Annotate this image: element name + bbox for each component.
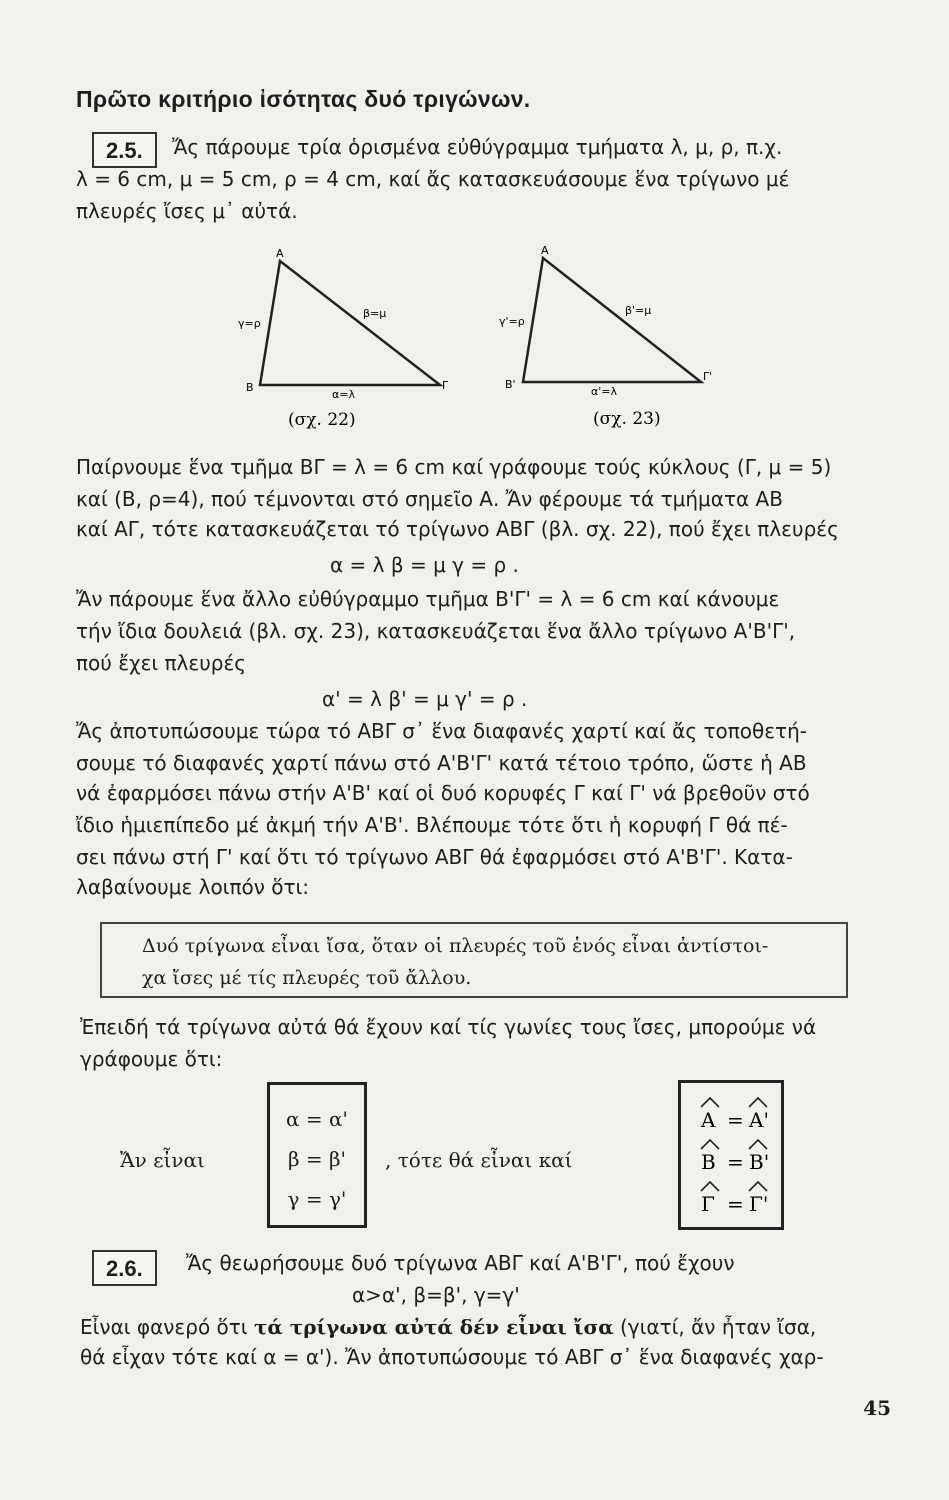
para-1-line-2: καί (Β, ρ=4), πού τέμνονται στό σημεῖο Α. Ἄν φέρουμε τά τμήματα ΑΒ — [76, 487, 783, 511]
theorem-line-1: Δυό τρίγωνα εἶναι ἴσα, ὅταν οἱ πλευρές τοῦ ἑνός εἶναι ἀντίστοι- — [142, 935, 769, 957]
hat-icon — [749, 1098, 767, 1107]
angle-b-prime: Β' — [749, 1150, 770, 1174]
section-number-2-6: 2.6. — [92, 1250, 157, 1286]
triangle-abg-prime — [523, 258, 701, 382]
hat-icon — [749, 1140, 767, 1149]
section-2-5-line-1: Ἄς πάρουμε τρία ὁρισμένα εὐθύγραμμα τμήματα λ, μ, ρ, π.χ. — [172, 135, 783, 159]
angle-g-equality — [701, 1182, 768, 1216]
vertex-g-label: Γ — [442, 379, 449, 392]
side-c-equality: γ = γ' — [287, 1187, 347, 1211]
page-number: 45 — [863, 1396, 891, 1420]
section-2-6-line-3 — [80, 1312, 816, 1343]
angle-a-equality — [700, 1098, 769, 1132]
side-c-prime-label: γ'=ρ — [499, 315, 525, 328]
side-b-prime-label: β'=μ — [625, 304, 652, 317]
line-3-end: (γιατί, ἄν ἦταν ἴσα, — [613, 1315, 817, 1339]
side-c-label: γ=ρ — [238, 317, 261, 330]
equals-sign: = — [727, 1108, 744, 1132]
side-b-equality: β = β' — [287, 1147, 347, 1171]
theorem-line-2: χα ἴσες μέ τίς πλευρές τοῦ ἄλλου. — [142, 967, 472, 989]
if-label: Ἄν εἶναι — [120, 1148, 205, 1172]
para-3-line-3: νά ἐφαρμόσει πάνω στήν Α'Β' καί οἱ δυό κορυφές Γ καί Γ' νά βρεθοῦν στό — [76, 781, 810, 805]
para-1-equation: α = λ β = μ γ = ρ . — [330, 553, 519, 577]
para-3-line-1: Ἄς ἀποτυπώσουμε τώρα τό ΑΒΓ σ᾿ ἕνα διαφανές χαρτί καί ἄς τοποθετή- — [76, 719, 807, 743]
section-2-6-line-1: Ἄς θεωρήσουμε δυό τρίγωνα ΑΒΓ καί Α'Β'Γ', πού ἔχουν — [186, 1251, 735, 1275]
para-3-line-5: σει πάνω στή Γ' καί ὅτι τό τρίγωνο ΑΒΓ θά ἐφαρμόσει στό Α'Β'Γ'. Κατα- — [76, 845, 793, 869]
figure-22-caption: (σχ. 22) — [288, 410, 356, 430]
hat-icon — [701, 1182, 719, 1191]
vertex-g-prime-label: Γ' — [703, 370, 713, 383]
para-4-line-1: Ἐπειδή τά τρίγωνα αὐτά θά ἔχουν καί τίς γωνίες τους ἴσες, μπορούμε νά — [80, 1015, 817, 1039]
triangle-abg — [260, 261, 440, 385]
angles-equality-box — [678, 1080, 784, 1230]
para-1-line-3: καί ΑΓ, τότε κατασκευάζεται τό τρίγωνο ΑΒΓ (βλ. σχ. 22), πού ἔχει πλευρές — [76, 517, 839, 541]
sides-equality-box — [267, 1082, 367, 1228]
vertex-a-prime-label: Α — [541, 244, 549, 257]
angle-b-equality — [701, 1140, 769, 1174]
vertex-b-label: Β — [246, 381, 254, 394]
hat-icon — [749, 1182, 767, 1191]
then-label: , τότε θά εἶναι καί — [385, 1148, 573, 1172]
figure-22 — [230, 245, 460, 435]
para-2-equation: α' = λ β' = μ γ' = ρ . — [322, 687, 528, 711]
section-number-2-5: 2.5. — [92, 132, 157, 168]
equals-sign: = — [727, 1192, 744, 1216]
section-2-6-line-4: θά εἶχαν τότε καί α = α'). Ἄν ἀποτυπώσουμε τό ΑΒΓ σ᾿ ἕνα διαφανές χαρ- — [80, 1345, 824, 1369]
angle-a-prime: Α' — [749, 1108, 769, 1132]
angles-equalities — [681, 1083, 781, 1227]
section-2-6-equation: α>α', β=β', γ=γ' — [352, 1283, 520, 1307]
para-2-line-3: πού ἔχει πλευρές — [76, 651, 247, 675]
section-heading: Πρῶτο κριτήριο ἰσότητας δυό τριγώνων. — [76, 86, 531, 112]
angle-a: Α — [701, 1108, 716, 1132]
angle-g: Γ — [701, 1192, 715, 1216]
theorem-box — [100, 922, 848, 998]
hat-icon — [701, 1098, 719, 1107]
side-a-label: α=λ — [332, 388, 355, 401]
para-3-line-4: ἴδιο ἡμιεπίπεδο μέ ἀκμή τήν Α'Β'. Βλέπουμε τότε ὅτι ἡ κορυφή Γ θά πέ- — [76, 813, 788, 837]
angle-g-prime: Γ' — [749, 1192, 769, 1216]
section-2-5-line-3: πλευρές ἴσες μ᾿ αὐτά. — [76, 199, 298, 223]
vertex-a-label: Α — [276, 247, 284, 260]
figure-23-caption: (σχ. 23) — [593, 409, 661, 429]
para-3-line-6: λαβαίνουμε λοιπόν ὅτι: — [76, 875, 310, 899]
para-4-line-2: γράφουμε ὅτι: — [80, 1047, 223, 1071]
vertex-b-prime-label: Β' — [505, 378, 516, 391]
side-a-prime-label: α'=λ — [591, 385, 618, 398]
para-2-line-1: Ἄν πάρουμε ἕνα ἄλλο εὐθύγραμμο τμῆμα Β'Γ' = λ = 6 cm καί κάνουμε — [76, 587, 780, 611]
side-a-equality: α = α' — [286, 1107, 348, 1131]
section-2-5-line-2: λ = 6 cm, μ = 5 cm, ρ = 4 cm, καί ἄς κατασκευάσουμε ἕνα τρίγωνο μέ — [76, 167, 790, 191]
figure-23 — [495, 240, 735, 435]
para-3-line-2: σουμε τό διαφανές χαρτί πάνω στό Α'Β'Γ' κατά τέτοιο τρόπο, ὥστε ἡ ΑΒ — [76, 751, 807, 775]
angle-b: Β — [701, 1150, 716, 1174]
hat-icon — [701, 1140, 719, 1149]
equals-sign: = — [727, 1150, 744, 1174]
emphasis-text: τά τρίγωνα αὐτά δέν εἶναι ἴσα — [253, 1315, 614, 1339]
line-3-start: Εἶναι φανερό ὅτι — [80, 1315, 254, 1339]
side-b-label: β=μ — [363, 307, 387, 320]
para-1-line-1: Παίρνουμε ἕνα τμῆμα ΒΓ = λ = 6 cm καί γράφουμε τούς κύκλους (Γ, μ = 5) — [76, 455, 832, 479]
para-2-line-2: τήν ἴδια δουλειά (βλ. σχ. 23), κατασκευάζεται ἕνα ἄλλο τρίγωνο Α'Β'Γ', — [76, 619, 796, 643]
